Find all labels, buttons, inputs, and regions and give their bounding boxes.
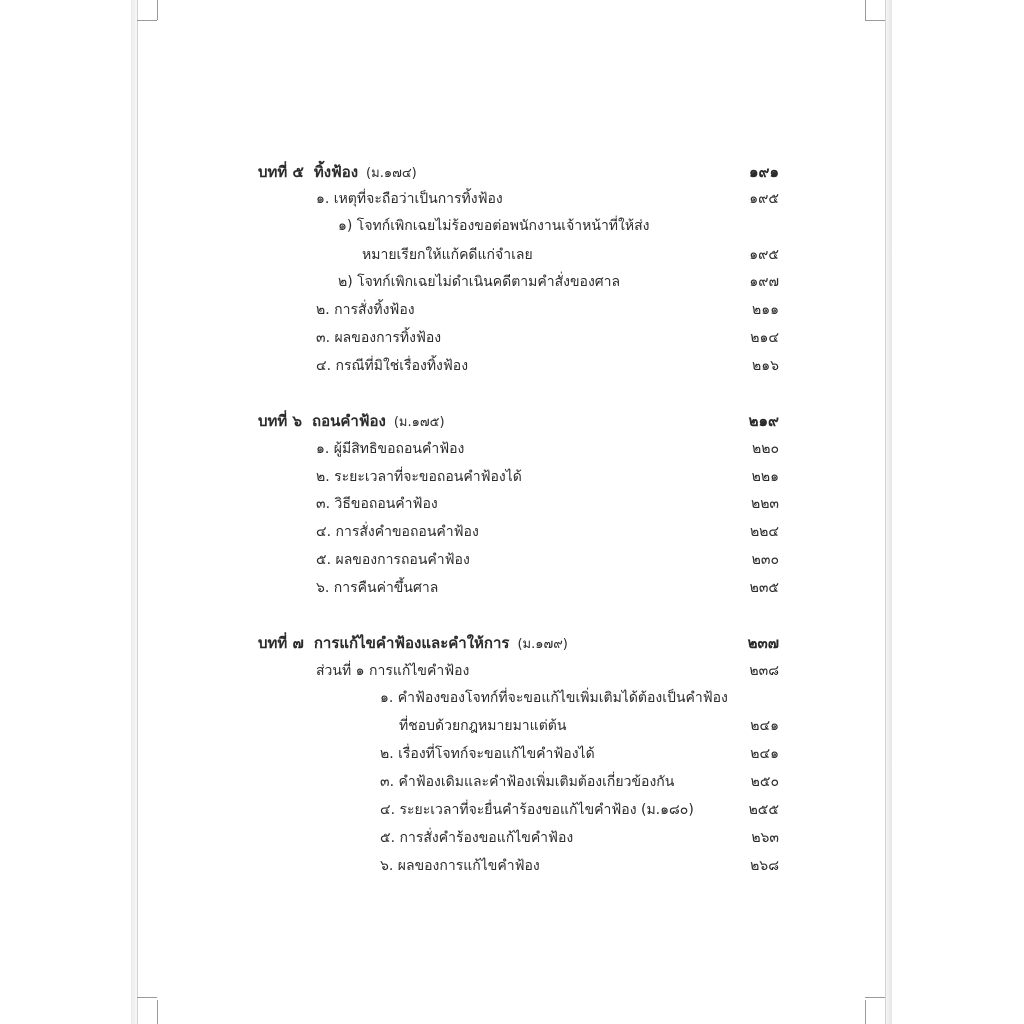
crop-mark-bottom-right-h <box>865 997 885 998</box>
toc-page-number: ๑๙๕ <box>749 191 779 207</box>
chapter-section-ref: (ม.๑๗๕) <box>393 415 445 430</box>
crop-mark-top-left-h <box>137 20 157 21</box>
toc-entry: ๔. ระยะเวลาที่จะยื่นคำร้องขอแก้ไขคำฟ้อง (ม.๑๘๐) <box>380 802 694 818</box>
toc-page-number: ๒๒๐ <box>751 441 779 457</box>
chapter-title: ถอนคำฟ้อง <box>312 412 386 430</box>
toc-entry: ๕. ผลของการถอนคำฟ้อง <box>316 552 470 568</box>
toc-entry: ๓. ผลของการทิ้งฟ้อง <box>316 330 442 346</box>
toc-entry-continuation: หมายเรียกให้แก้คดีแก่จำเลย <box>362 247 533 263</box>
toc-entry: ๑. เหตุที่จะถือว่าเป็นการทิ้งฟ้อง <box>316 191 503 207</box>
toc-entry: ๕. การสั่งคำร้องขอแก้ไขคำฟ้อง <box>380 830 574 846</box>
toc-page-number: ๑๙๕ <box>749 247 779 263</box>
crop-mark-bottom-right-v <box>865 1000 866 1024</box>
chapter-page-number: ๒๓๗ <box>747 634 779 652</box>
toc-page-number: ๒๒๓ <box>750 496 779 512</box>
chapter-heading <box>258 631 568 655</box>
toc-entry: ๖. ผลของการแก้ไขคำฟ้อง <box>380 858 540 874</box>
toc-page-number: ๒๕๕ <box>748 802 779 818</box>
toc-entry: ๑) โจทก์เพิกเฉยไม่ร้องขอต่อพนักงานเจ้าหน้าที่ให้ส่ง <box>338 218 650 234</box>
toc-entry: ๔. กรณีที่มิใช่เรื่องทิ้งฟ้อง <box>316 358 469 374</box>
toc-entry: ๖. การคืนค่าขึ้นศาล <box>316 580 439 596</box>
toc-entry: ๑. ผู้มีสิทธิขอถอนคำฟ้อง <box>316 441 465 457</box>
toc-entry: ๒. ระยะเวลาที่จะขอถอนคำฟ้องได้ <box>316 469 522 485</box>
toc-page-number: ๒๔๑ <box>750 718 779 734</box>
toc-page-number: ๒๓๕ <box>749 580 779 596</box>
sheet-edge-right <box>885 0 886 1024</box>
toc-page-number: ๒๖๘ <box>750 858 779 874</box>
crop-mark-top-right-v <box>865 0 866 20</box>
toc-page-number: ๒๒๔ <box>749 524 779 540</box>
toc-entry: ๓. คำฟ้องเดิมและคำฟ้องเพิ่มเติมต้องเกี่ยวข้องกัน <box>380 774 675 790</box>
toc-entry-continuation: ที่ชอบด้วยกฎหมายมาแต่ต้น <box>399 718 567 734</box>
chapter-page-number: ๑๙๑ <box>748 163 779 181</box>
chapter-label: บทที่ ๗ <box>258 634 304 652</box>
toc-entry: ๒. การสั่งทิ้งฟ้อง <box>316 302 415 318</box>
toc-entry: ๔. การสั่งคำขอถอนคำฟ้อง <box>316 524 479 540</box>
toc-page-number: ๒๑๔ <box>750 330 779 346</box>
chapter-section-ref: (ม.๑๗๙) <box>517 637 568 652</box>
toc-page-number: ๒๒๑ <box>751 469 779 485</box>
sheet-shadow-right <box>885 0 892 1024</box>
toc-page-number: ๒๔๑ <box>750 746 779 762</box>
chapter-section-ref: (ม.๑๗๔) <box>366 166 417 181</box>
chapter-label: บทที่ ๖ <box>258 412 303 430</box>
crop-mark-top-right-h <box>865 20 885 21</box>
sheet-edge-left <box>137 0 138 1024</box>
crop-mark-bottom-left-h <box>137 997 157 998</box>
toc-entry: ๑. คำฟ้องของโจทก์ที่จะขอแก้ไขเพิ่มเติมได้ต้องเป็นคำฟ้อง <box>380 690 728 706</box>
toc-entry: ๒. เรื่องที่โจทก์จะขอแก้ไขคำฟ้องได้ <box>380 746 595 762</box>
crop-mark-top-left-v <box>157 0 158 20</box>
chapter-heading <box>258 409 445 433</box>
crop-mark-bottom-left-v <box>157 1000 158 1024</box>
chapter-heading <box>258 160 417 184</box>
chapter-label: บทที่ ๕ <box>258 163 304 181</box>
toc-page-number: ๒๑๖ <box>751 358 779 374</box>
toc-entry: ๓. วิธีขอถอนคำฟ้อง <box>316 496 438 512</box>
toc-page-number: ๒๑๑ <box>751 302 779 318</box>
toc-entry: ๒) โจทก์เพิกเฉยไม่ดำเนินคดีตามคำสั่งของศาล <box>338 274 621 290</box>
toc-page-number: ๒๓๐ <box>751 552 779 568</box>
chapter-page-number: ๒๑๙ <box>748 412 779 430</box>
chapter-title: การแก้ไขคำฟ้องและคำให้การ <box>313 634 510 652</box>
toc-page-number: ๑๙๗ <box>749 274 779 290</box>
toc-part-heading: ส่วนที่ ๑ การแก้ไขคำฟ้อง <box>316 663 470 679</box>
toc-page-number: ๒๕๐ <box>750 774 779 790</box>
toc-page-number: ๒๖๓ <box>751 830 779 846</box>
toc-page-number: ๒๓๘ <box>749 663 779 679</box>
chapter-title: ทิ้งฟ้อง <box>313 163 359 181</box>
